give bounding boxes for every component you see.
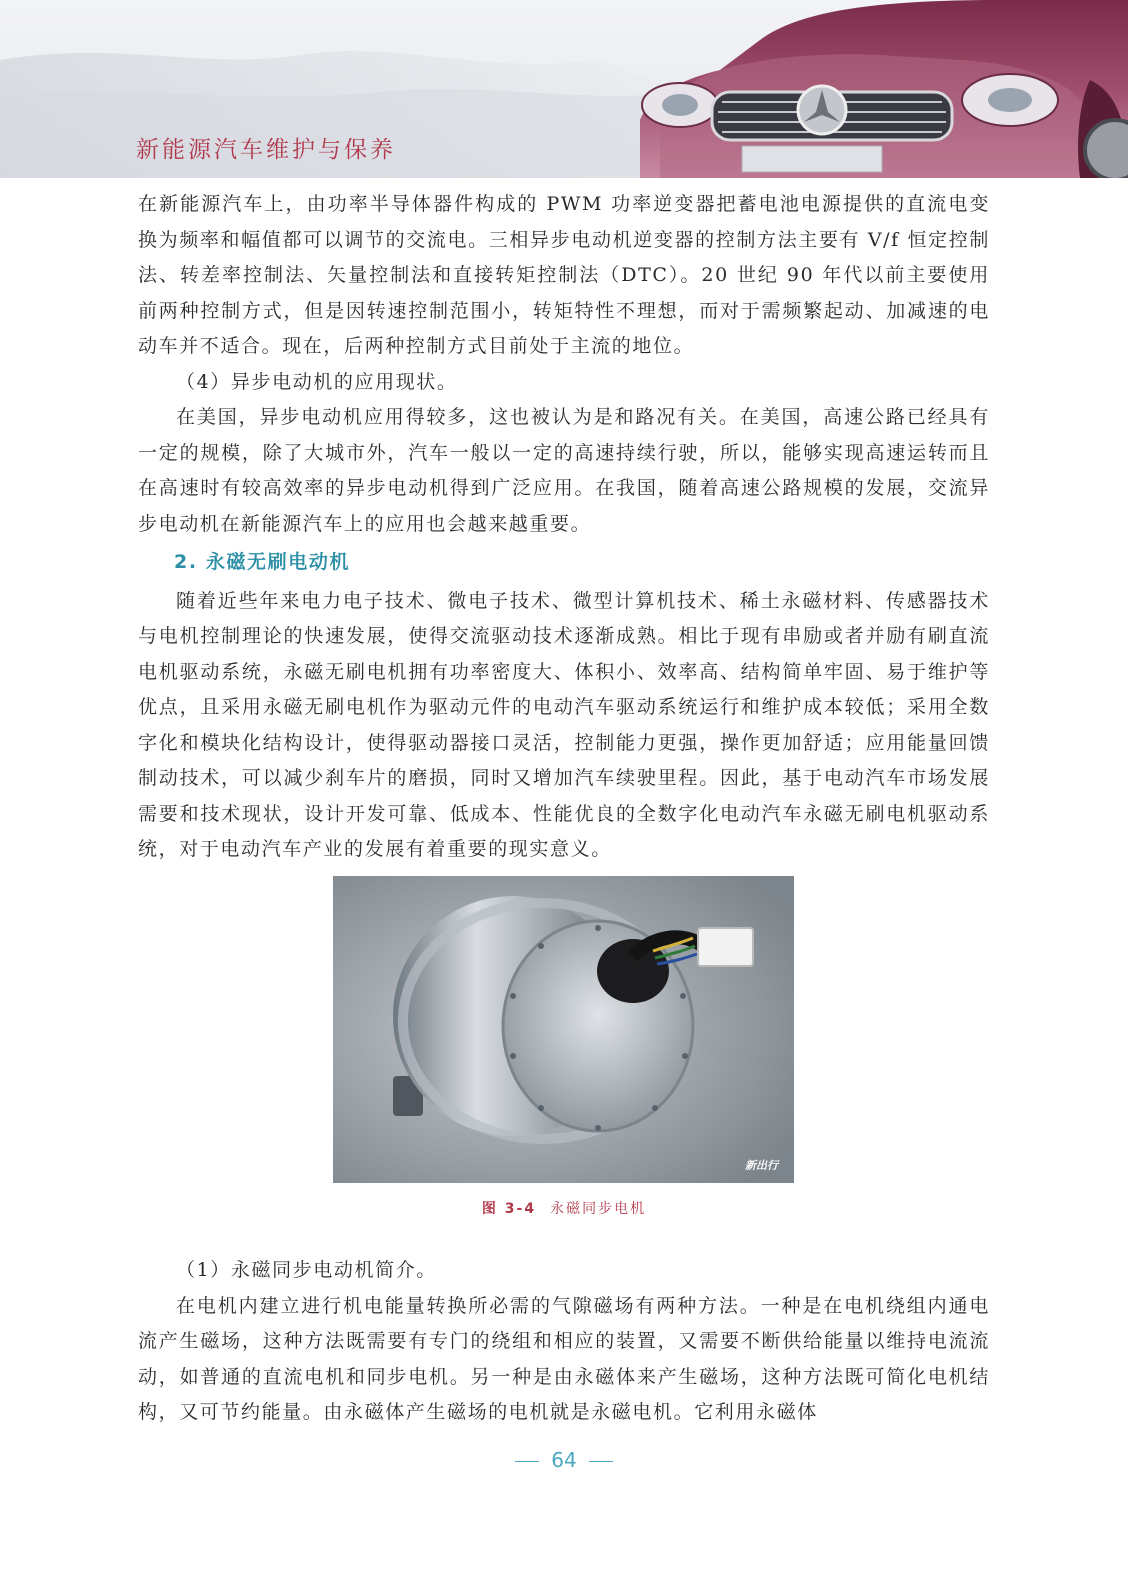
page-number-dash-left (515, 1461, 539, 1462)
page-number-dash-right (589, 1461, 613, 1462)
paragraph: （4）异步电动机的应用现状。 (176, 370, 458, 393)
body-text-bottom (138, 1253, 990, 1431)
page-number-text: 64 (551, 1448, 577, 1472)
figure-caption (0, 1198, 1128, 1218)
paragraph: 在新能源汽车上，由功率半导体器件构成的 PWM 功率逆变器把蓄电池电源提供的直流电变换为频率和幅值都可以调节的交流电。三相异步电动机逆变器的控制方法主要有 V/f 恒定控制法、转差率控制法、矢量控制法和直接转矩控制法（DTC）。20 世纪 90 年代以前主要使用前两种控制方式，但是因转速控制范围小，转矩特性不理想，而对于需频繁起动、加减速的电动车并不适合。现在，后两种控制方式目前处于主流的地位。 (138, 193, 990, 357)
page-number (0, 1448, 1128, 1472)
paragraph: 随着近些年来电力电子技术、微电子技术、微型计算机技术、稀土永磁材料、传感器技术与电机控制理论的快速发展，使得交流驱动技术逐渐成熟。相比于现有串励或者并励有刷直流电机驱动系统，永磁无刷电机拥有功率密度大、体积小、效率高、结构简单牢固、易于维护等优点，且采用永磁无刷电机作为驱动元件的电动汽车驱动系统运行和维护成本较低；采用全数字化和模块化结构设计，使得驱动器接口灵活，控制能力更强，操作更加舒适；应用能量回馈制动技术，可以减少刹车片的磨损，同时又增加汽车续驶里程。因此，基于电动汽车市场发展需要和技术现状，设计开发可靠、低成本、性能优良的全数字化电动汽车永磁无刷电机驱动系统，对于电动汽车产业的发展有着重要的现实意义。 (138, 589, 990, 860)
paragraph: （1）永磁同步电动机简介。 (176, 1259, 437, 1281)
paragraph: 在电机内建立进行机电能量转换所必需的气隙磁场有两种方法。一种是在电机绕组内通电流产生磁场，这种方法既需要有专门的绕组和相应的装置，又需要不断供给能量以维持电流流动，如普通的直流电机和同步电机。另一种是由永磁体来产生磁场，这种方法既可简化电机结构，又可节约能量。由永磁体产生磁场的电机就是永磁电机。它利用永磁体 (138, 1294, 990, 1423)
figure-number: 图 3-4 (481, 1201, 537, 1217)
figure-motor-image (333, 876, 794, 1183)
figure-caption-text: 永磁同步电机 (550, 1201, 647, 1217)
paragraph: 在美国，异步电动机应用得较多，这也被认为是和路况有关。在美国，高速公路已经具有一定的规模，除了大城市外，汽车一般以一定的高速持续行驶，所以，能够实现高速运转而且在高速时有较高效率的异步电动机得到广泛应用。在我国，随着高速公路规模的发展，交流异步电动机在新能源汽车上的应用也会越来越重要。 (138, 406, 990, 535)
section-heading: 2. 永磁无刷电动机 (174, 551, 351, 573)
book-title: 新能源汽车维护与保养 (136, 137, 396, 163)
body-text-top (138, 187, 990, 868)
page-header-banner (0, 0, 1128, 178)
watermark-text: 新出行 (745, 1159, 778, 1172)
